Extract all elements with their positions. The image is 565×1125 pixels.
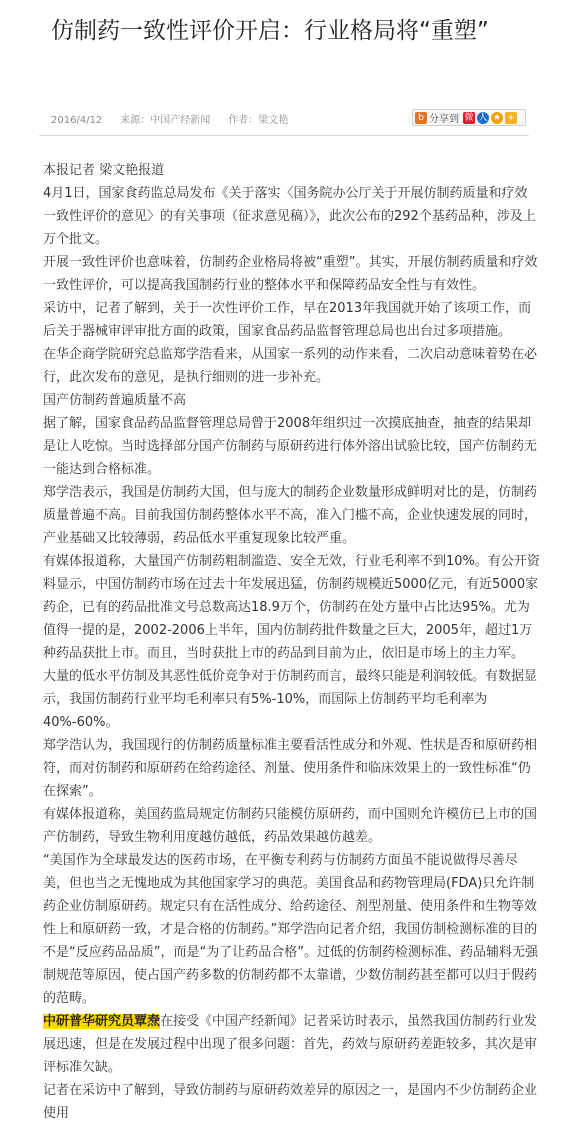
highlighted-source[interactable]: 中研普华研究员覃焘 [43,1014,161,1029]
share-label[interactable]: 分享到 [429,114,459,125]
paragraph: 有媒体报道称，大量国产仿制药粗制滥造、安全无效，行业毛利率不到10%。有公开资料显示，中国仿制药市场在过去十年发展迅猛，仿制药规模近5000亿元，有近5000家药企，已有的药品批准文号总数高达18.9万个，仿制药在处方量中占比达95%。尤为值得一提的是，2002-2006上半年，国内仿制药批件数量之巨大，2005年，超过1万种药品获批上市。而且，当时获批上市的药品到目前为止，依旧是市场上的主力军。 [43,554,540,661]
paragraph: 采访中，记者了解到，关于一次性评价工作，早在2013年我国就开始了该项工作，而后关于器械审评审批方面的政策，国家食品药品监督管理总局也出台过多项措施。 [43,301,532,339]
more-share-icon[interactable]: + [505,112,517,124]
publish-date: 2016/4/12 [51,115,103,126]
author: 作者：梁文艳 [228,115,289,126]
weibo-icon[interactable]: 微 [464,112,474,123]
share-bar[interactable] [412,109,526,126]
paragraph: 开展一致性评价也意味着，仿制药企业格局将被“重塑”。其实，开展仿制药质量和疗效一致性评价，可以提高我国制药行业的整体水平和保障药品安全性与有效性。 [43,255,538,293]
divider [39,135,529,136]
paragraph: 据了解，国家食品药品监督管理总局曾于2008年组织过一次摸底抽查，抽查的结果却是让人吃惊。当时选择部分国产仿制药与原研药进行体外溶出试验比较，国产仿制药无一能达到合格标准。 [43,416,538,477]
paragraph: 郑学浩表示，我国是仿制药大国，但与庞大的制药企业数量形成鲜明对比的是，仿制药质量普遍不高。目前我国仿制药整体水平不高，准入门槛不高，企业快速发展的同时，产业基础又比较薄弱，药品低水平重复现象比较严重。 [43,485,538,546]
paragraph: “美国作为全球最发达的医药市场，在平衡专利药与仿制药方面虽不能说做得尽善尽美，但也当之无愧地成为其他国家学习的典范。美国食品和药物管理局(FDA)只允许制药企业仿制原研药。规定只有在活性成分、给药途径、剂型剂量、使用条件和生物等效性上和原研药一致，才是合格的仿制药。”郑学浩向记者介绍，我国仿制检测标准的目的不是“反应药品品质”，而是“为了让药品合格”。过低的仿制药检测标准、药品辅料无强制规范等原因，使占国产药多数的仿制药都不太靠谱，少数仿制药甚至都可以归于假药的范畴。 [43,853,538,1006]
renren-icon[interactable]: 人 [478,112,488,123]
paragraph: 记者在采访中了解到，导致仿制药与原研药效差异的原因之一，是国内不少仿制药企业使用 [43,1083,538,1121]
qzone-icon[interactable]: ★ [492,112,502,123]
paragraph: 大量的低水平仿制及其恶性低价竞争对于仿制药而言，最终只能是利润较低。有数据显示，我国仿制药行业平均毛利率只有5%-10%，而国际上仿制药平均毛利率为40%-60%。 [43,669,538,730]
paragraph: 有媒体报道称，美国药监局规定仿制药只能模仿原研药，而中国则允许模仿已上市的国产仿制药，导致生物利用度越仿越低，药品效果越仿越差。 [43,807,538,845]
article-body [43,159,540,1125]
section-heading: 国产仿制药普遍质量不高 [43,393,187,408]
share-brand-icon[interactable]: b [415,112,427,124]
article-title: 仿制药一致性评价开启：行业格局将“重塑” [51,18,489,44]
paragraph: 4月1日，国家食药监总局发布《关于落实〈国务院办公厅关于开展仿制药质量和疗效一致性评价的意见〉的有关事项（征求意见稿）》，此次公布的292个基药品种，涉及上万个批文。 [43,186,536,247]
paragraph [43,1010,540,1079]
source: 来源：中国产经新闻 [120,115,211,126]
article-meta [51,111,306,126]
paragraph: 郑学浩认为，我国现行的仿制药质量标准主要看活性成分和外观、性状是否和原研药相符，而对仿制药和原研药在给药途径、剂量、使用条件和临床效果上的一致性标准“仍在探索”。 [43,738,538,799]
paragraph-text: 在接受《中国产经新闻》记者采访时表示，虽然我国仿制药行业发展迅速，但是在发展过程中出现了很多问题：首先，药效与原研药差距较多，其次是审评标准欠缺。 [43,1014,538,1075]
paragraph: 在华企商学院研究总监郑学浩看来，从国家一系列的动作来看，二次启动意味着势在必行，此次发布的意见，是执行细则的进一步补充。 [43,347,538,385]
paragraph: 本报记者 梁文艳报道 [43,163,165,178]
